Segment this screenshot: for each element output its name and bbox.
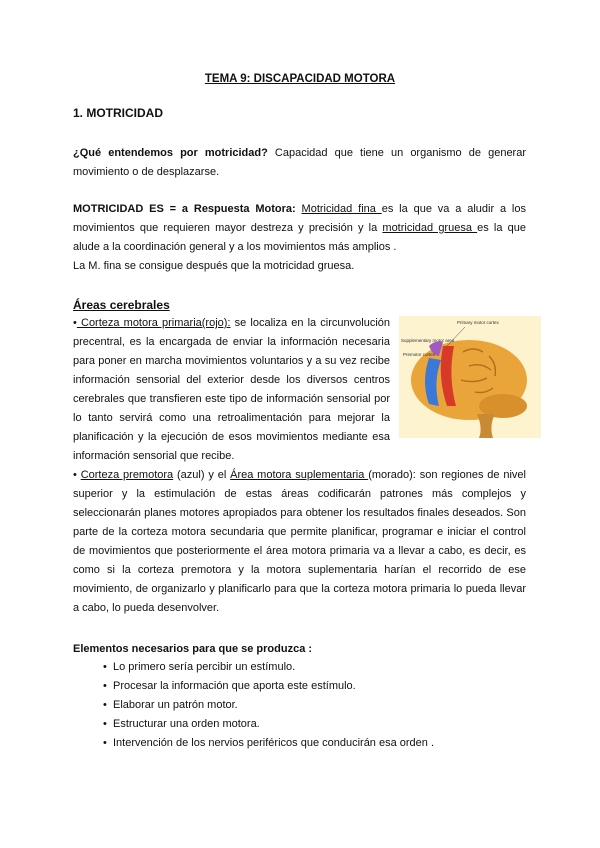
list-bullet: •: [103, 699, 107, 711]
list-item-text: Lo primero sería percibir un estímulo.: [113, 661, 296, 673]
list-item-text: Intervención de los nervios periféricos que conducirán esa orden .: [113, 737, 435, 749]
list-bullet: •: [103, 718, 107, 730]
list-bullet: •: [103, 680, 107, 692]
areas-p1-bullet: •: [73, 317, 77, 329]
elementos-heading: Elementos necesarios para que se produzca :: [73, 643, 313, 655]
list-item-text: Procesar la información que aporta este estímulo.: [113, 680, 356, 692]
areas-heading: Áreas cerebrales: [73, 298, 170, 312]
question-bold: ¿Qué entendemos por motricidad?: [73, 147, 268, 159]
areas-p2-bullet: •: [73, 469, 81, 481]
question-paragraph: [73, 144, 526, 182]
motricidad-gruesa-label: motricidad gruesa: [382, 222, 478, 234]
list-item: [103, 715, 556, 734]
motricidad-line2: La M. fina se consigue después que la motricidad gruesa.: [73, 260, 355, 272]
question-text: Capacidad que tiene un organismo de generar movimiento o de desplazarse.: [73, 147, 526, 178]
list-item: [103, 734, 556, 753]
areas-p1-text: se localiza en la circunvolución precentral, es la encargada de enviar la información necesaria para poner en marcha movimientos voluntarios y a su vez recibe información sensorial del exterior desde los diversos centros cerebrales que transfieren este tipo de información sensorial por lo tanto servirá como una retroalimentación para mejorar la planificación y la ejecución de esos movimientos mediante esa información sensorial que recibe.: [73, 317, 391, 462]
areas-p2-mid: (azul) y el: [173, 469, 231, 481]
areas-p2-text: (morado): son regiones de nivel superior y la estimulación de estas áreas codificarán patrones más complejos y seleccionarán planes motores apropiados para obtener los resultados finales deseados. Son parte de la corteza motora secundaria que permite planificar, programar e iniciar el control de movimientos que posteriormente el área motora primaria va a llevar a cabo, es decir, es como si la corteza premotora y la motora suplementaria harían el recorrido de ese movimiento, de organizarlo y planificarlo para que la corteza motora primaria lo pueda llevar a cabo, lo pueda desenvolver.: [73, 469, 526, 614]
list-item-text: Estructurar una orden motora.: [113, 718, 260, 730]
list-item: [103, 677, 556, 696]
areas-p2-label-premotora: Corteza premotora: [80, 469, 174, 481]
list-bullet: •: [103, 661, 107, 673]
brain-figure: [399, 316, 541, 438]
figure-label-supplementary: Supplementary motor area: [401, 338, 455, 343]
motricidad-paragraph: [73, 200, 526, 276]
brain-stem-shape: [477, 414, 495, 438]
document-title: TEMA 9: DISCAPACIDAD MOTORA: [204, 73, 396, 85]
areas-p1-label: Corteza motora primaria(rojo):: [76, 317, 231, 329]
list-item: [103, 658, 556, 677]
motricidad-text2: es la que alude a la coordinación general y a los movimientos más amplios .: [73, 222, 526, 253]
motricidad-bold: MOTRICIDAD ES = a Respuesta Motora:: [73, 203, 296, 215]
elementos-list: [103, 658, 556, 753]
section-heading-motricidad: 1. MOTRICIDAD: [73, 106, 163, 120]
list-item: [103, 696, 556, 715]
list-item-text: Elaborar un patrón motor.: [113, 699, 238, 711]
figure-label-primary: Primary motor cortex: [457, 320, 499, 325]
figure-label-premotor: Premotor cortex: [403, 352, 436, 357]
brain-illustration: [399, 316, 541, 438]
areas-paragraph-1: [73, 314, 390, 466]
elementos-list-wrapper: [73, 658, 556, 753]
motricidad-text1: es la que va a aludir a los movimientos que requieren mayor destreza y precisión y la: [73, 203, 526, 234]
motricidad-fina-label: Motricidad fina: [301, 203, 382, 215]
areas-paragraph-2: [73, 466, 526, 618]
list-bullet: •: [103, 737, 107, 749]
motricidad-definition: [73, 200, 526, 257]
areas-p2-label-suplementaria: Área motora suplementaria: [230, 469, 369, 481]
